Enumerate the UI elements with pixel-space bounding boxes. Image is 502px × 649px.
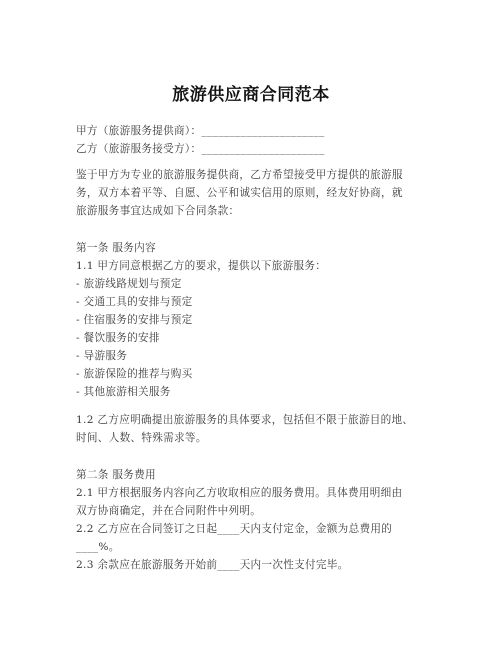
service-item: - 导游服务	[76, 350, 128, 362]
clause-1-2-line-1: 1.2 乙方应明确提出旅游服务的具体要求，包括但不限于旅游目的地、	[76, 414, 414, 426]
clause-2-1-line-2: 双方协商确定，并在合同附件中列明。	[76, 505, 262, 517]
clause-2-3: 2.3 余款应在旅游服务开始前____天内一次性支付完毕。	[76, 559, 349, 571]
service-item: - 旅游保险的推荐与购买	[76, 368, 193, 380]
clause-2-1-line-1: 2.1 甲方根据服务内容向乙方收取相应的服务费用。具体费用明细由	[76, 487, 403, 499]
service-item: - 住宿服务的安排与预定	[76, 314, 193, 326]
service-item: - 其他旅游相关服务	[76, 386, 171, 398]
article-2-heading: 第二条 服务费用	[76, 469, 156, 481]
service-item: - 交通工具的安排与预定	[76, 296, 193, 308]
clause-1-2-line-2: 时间、人数、特殊需求等。	[76, 432, 207, 444]
clause-2-2-line-1: 2.2 乙方应在合同签订之日起____天内支付定金，金额为总费用的	[76, 523, 393, 535]
clause-2-2-line-2: ____%。	[76, 541, 120, 553]
service-item: - 旅游线路规划与预定	[76, 278, 182, 290]
clause-1-1: 1.1 甲方同意根据乙方的要求，提供以下旅游服务：	[76, 260, 327, 272]
service-item: - 餐饮服务的安排	[76, 332, 160, 344]
preamble-line-3: 旅游服务事宜达成如下合同条款：	[76, 205, 240, 217]
document-title: 旅游供应商合同范本	[172, 85, 330, 105]
party-b-line: 乙方（旅游服务接受方）：______________________	[76, 143, 325, 155]
preamble-line-1: 鉴于甲方为专业的旅游服务提供商，乙方希望接受甲方提供的旅游服	[76, 169, 403, 181]
article-1-heading: 第一条 服务内容	[76, 242, 156, 254]
preamble-line-2: 务，双方本着平等、自愿、公平和诚实信用的原则，经友好协商，就	[76, 187, 403, 199]
party-a-line: 甲方（旅游服务提供商）：______________________	[76, 125, 325, 137]
